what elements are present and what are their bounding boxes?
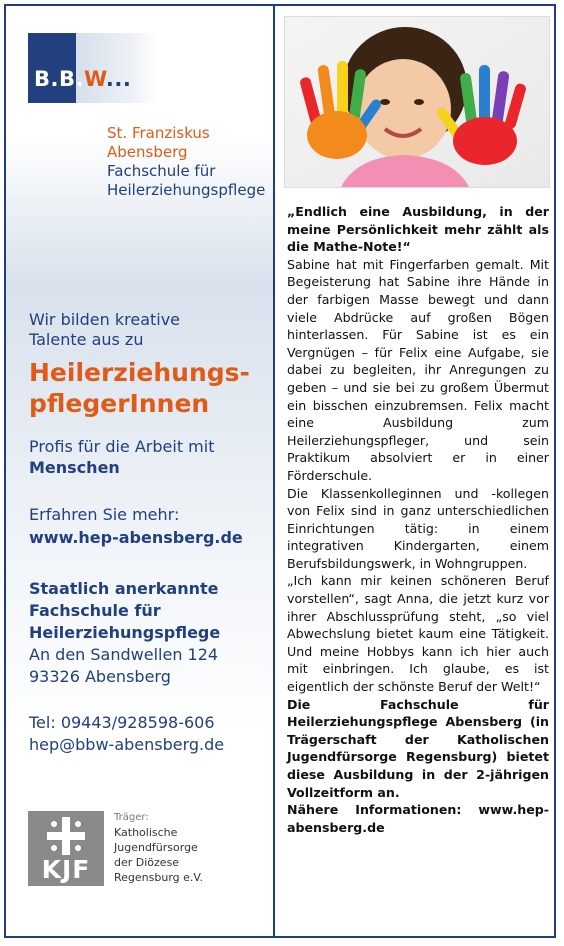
more-info: Erfahren Sie mehr: www.hep-abensberg.de (29, 505, 243, 547)
article-text (287, 203, 549, 836)
sponsor-info: Träger: Katholische Jugendfürsorge der Diözese Regensburg e.V. (114, 812, 203, 884)
school-address: Staatlich anerkannte Fachschule für Heilerziehungspflege An den Sandwellen 124 93326 Abensberg (29, 579, 221, 686)
paragraph: „Ich kann mir keinen schöneren Beruf vorstellen“, sagt Anna, die jetzt kurz vor ihrer Abschlussprüfung steht, „so viel Abwechslung bietet kaum eine Tätigkeit. Und meine Hobbys kann ich hier auch mit einbringen. Ich glaube, es ist eigentlich der schönste Beruf der Welt!“ (287, 573, 549, 695)
left-panel (6, 6, 273, 936)
paragraph: Sabine hat mit Fingerfarben gemalt. Mit Begeisterung hat Sabine ihre Hände in der farbigen Masse bewegt und dann viele Abdrücke auf großen Bögen hinterlassen. Für Sabine ist es ein Vergnügen – für Felix eine Aufgabe, sie dabei zu begleiten, ihr Anregungen zu geben – und sie bei zu großem Übermut ein bisschen einzubremsen. Felix macht eine Ausbildung zum Heilerziehungspfleger, und sein Praktikum absolviert er in einer Förderschule. (287, 256, 549, 483)
school-name: St. Franziskus Abensberg Fachschule für Heilerziehungspflege (107, 124, 266, 199)
column-divider (273, 6, 275, 936)
bbw-logo: B.B.W... (34, 67, 132, 91)
more-info-line: Nähere Informationen: www.hep-abensberg.de (287, 802, 549, 835)
kjf-logo: KJF (28, 811, 104, 886)
contact-info (29, 712, 224, 756)
right-panel (284, 16, 550, 926)
profis-text: Profis für die Arbeit mit Menschen (29, 437, 215, 477)
phone-number[interactable]: Tel: 09443/928598-606 (29, 713, 215, 732)
quote-heading: „Endlich eine Ausbildung, in der meine Persönlichkeit mehr zählt als die Mathe-Note!“ (287, 204, 549, 255)
paragraph-bold: Die Fachschule für Heilerziehungspflege Abensberg (in Trägerschaft der Katholischen Jugendfürsorge Regensburg) bietet diese Ausbildung in der 2-jährigen Vollzeitform an. (287, 696, 549, 800)
website-link[interactable]: www.hep-abensberg.de (29, 528, 243, 547)
email-link[interactable]: hep@bbw-abensberg.de (29, 735, 225, 754)
child-painting-photo (284, 16, 550, 188)
paragraph: Die Klassenkolleginnen und -kollegen von Felix sind in ganz unterschiedlichen Einrichtungen tätig: in einem integrativen Kindergarten, einem Berufsbildungswerk, in Wohngruppen. (287, 485, 549, 571)
intro-text: Wir bilden kreative Talente aus zu (29, 310, 181, 349)
cross-icon (47, 817, 85, 855)
ad-frame (4, 4, 556, 938)
headline: Heilerziehungs- pflegerInnen (29, 358, 250, 418)
